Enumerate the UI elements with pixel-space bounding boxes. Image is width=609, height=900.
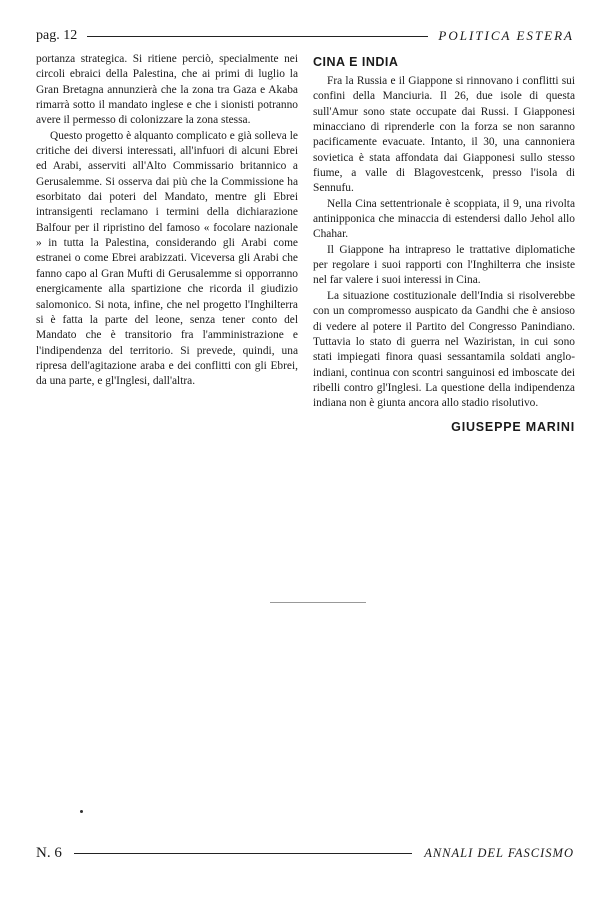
left-paragraph-1: portanza strategica. Si ritiene perciò, specialmente nei circoli ebraici della Palestina, che ai primi di luglio la Gran Bretagna annunzierà che la zona tra Gaza e Akaba rimarrà sotto il mandato inglese e che i sionisti potranno avere il permesso di colonizzare la zona stessa. — [36, 53, 298, 127]
author-signature: GIUSEPPE MARINI — [451, 419, 575, 434]
header-rule — [87, 36, 428, 37]
page-header — [36, 26, 574, 46]
issue-number: N. 6 — [36, 844, 62, 861]
right-column — [313, 52, 575, 435]
footer-rule — [74, 853, 412, 854]
left-column — [36, 52, 298, 390]
article-title: CINA E INDIA — [313, 55, 399, 69]
section-heading: POLITICA ESTERA — [438, 28, 574, 43]
right-paragraph-3: Il Giappone ha intrapreso le trattative diplomatiche per regolare i suoi rapporti con l'Inghilterra che insiste nel far valere i suoi interessi in Cina. — [313, 243, 575, 287]
page-footer — [36, 843, 574, 863]
right-paragraph-4: La situazione costituzionale dell'India si risolverebbe con un compromesso auspicato da Gandhi che è ansioso di vedere al potere il Partito del Congresso Panindiano. Tuttavia lo stato di guerra nel Waziristan, in cui sono stati impiegati finora quasi sessantamila soldati anglo-indiani, continua con scontri sanguinosi ed imboscate dei ribelli contro gl'Inglesi. La questione della indipendenza indiana non è giunta ancora allo stadio risolutivo. — [313, 289, 575, 410]
right-paragraph-2: Nella Cina settentrionale è scoppiata, il 9, una rivolta antinipponica che minaccia di estendersi dallo Jehol allo Chahar. — [313, 197, 575, 241]
left-paragraph-2: Questo progetto è alquanto complicato e già solleva le critiche dei diversi interessati, all'infuori di alcuni Ebrei ed Arabi, asserviti all'Alto Commissario britannico a Gerusalemme. Si osserva dai più che la Commissione ha esorbitato dai poteri del Mandato, mentre gli Ebrei intransigenti reclamano i termini della dichiarazione Balfour per il ripristino del famoso « focolare nazionale » in tutta la Palestina, considerando gli Arabi come estranei o come Ebrei arabizzati. Viceversa gli Arabi che fanno capo al Gran Mufti di Gerusalemme si opporranno energicamente alla spartizione che ricorda il giudizio salomonico. Si nota, infine, che nel progetto l'Inghilterra si è fatta la parte del leone, senza tener conto del Mandato che è transitorio fra l'amministrazione e l'indipendenza del territorio. Si prevede, quindi, una ripresa dell'agitazione araba e dei conflitti con gli Ebrei, da una parte, e gl'Inglesi, dall'altra. — [36, 129, 298, 388]
journal-name: ANNALI DEL FASCISMO — [424, 845, 574, 860]
print-mark — [80, 810, 83, 813]
right-paragraph-1: Fra la Russia e il Giappone si rinnovano i conflitti sui confini della Manciuria. Il 26, due isole di questa sull'Amur sono state occupate dai Russi. I Giapponesi minacciano di riprenderle con la forza se non saranno pacificamente evacuate. Intanto, il 30, una cannoniera sovietica è stata affondata dai Giapponesi sullo stesso fiume, a valle di Blagovestcenk, presso l'isola di Sennufu. — [313, 75, 575, 195]
page-number: pag. 12 — [36, 28, 78, 43]
center-divider — [270, 602, 366, 603]
